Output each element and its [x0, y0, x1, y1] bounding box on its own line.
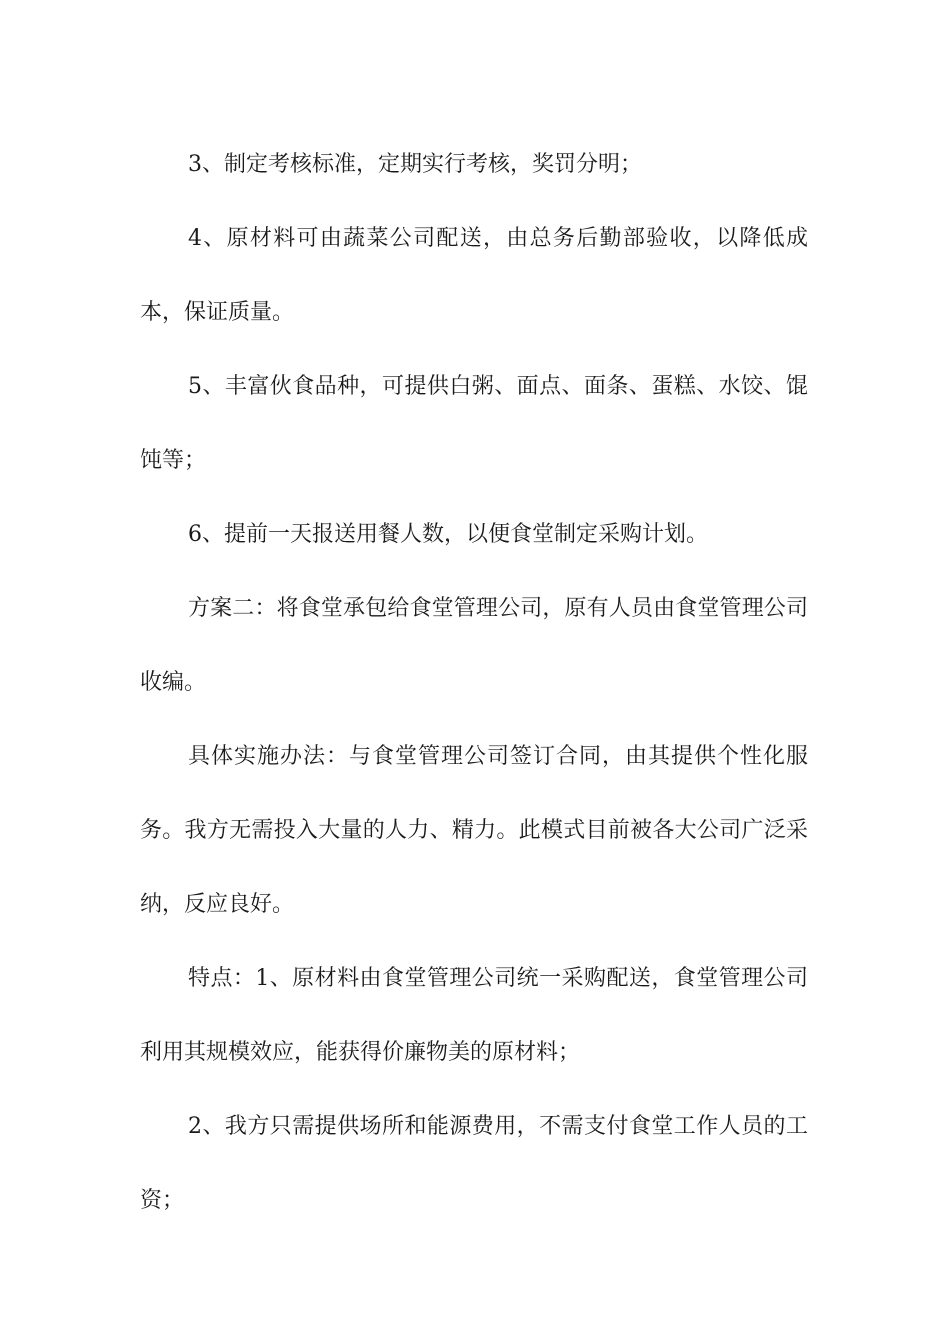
paragraph-plan-two: 方案二：将食堂承包给食堂管理公司，原有人员由食堂管理公司收编。 [140, 596, 808, 695]
paragraph-item-3: 3、制定考核标准，定期实行考核，奖罚分明； [188, 152, 642, 177]
paragraph-item-4: 4、原材料可由蔬菜公司配送，由总务后勤部验收，以降低成本，保证质量。 [140, 226, 808, 325]
paragraph-features-1: 特点：1、原材料由食堂管理公司统一采购配送，食堂管理公司利用其规模效应，能获得价廉物美的原材料； [140, 966, 808, 1065]
paragraph-implementation: 具体实施办法：与食堂管理公司签订合同，由其提供个性化服务。我方无需投入大量的人力、精力。此模式目前被各大公司广泛采纳，反应良好。 [140, 744, 808, 917]
document-body [140, 128, 808, 1238]
paragraph-features-2: 2、我方只需提供场所和能源费用，不需支付食堂工作人员的工资； [140, 1114, 808, 1213]
paragraph-item-5: 5、丰富伙食品种，可提供白粥、面点、面条、蛋糕、水饺、馄饨等； [140, 374, 808, 473]
paragraph-item-6: 6、提前一天报送用餐人数，以便食堂制定采购计划。 [188, 522, 708, 547]
